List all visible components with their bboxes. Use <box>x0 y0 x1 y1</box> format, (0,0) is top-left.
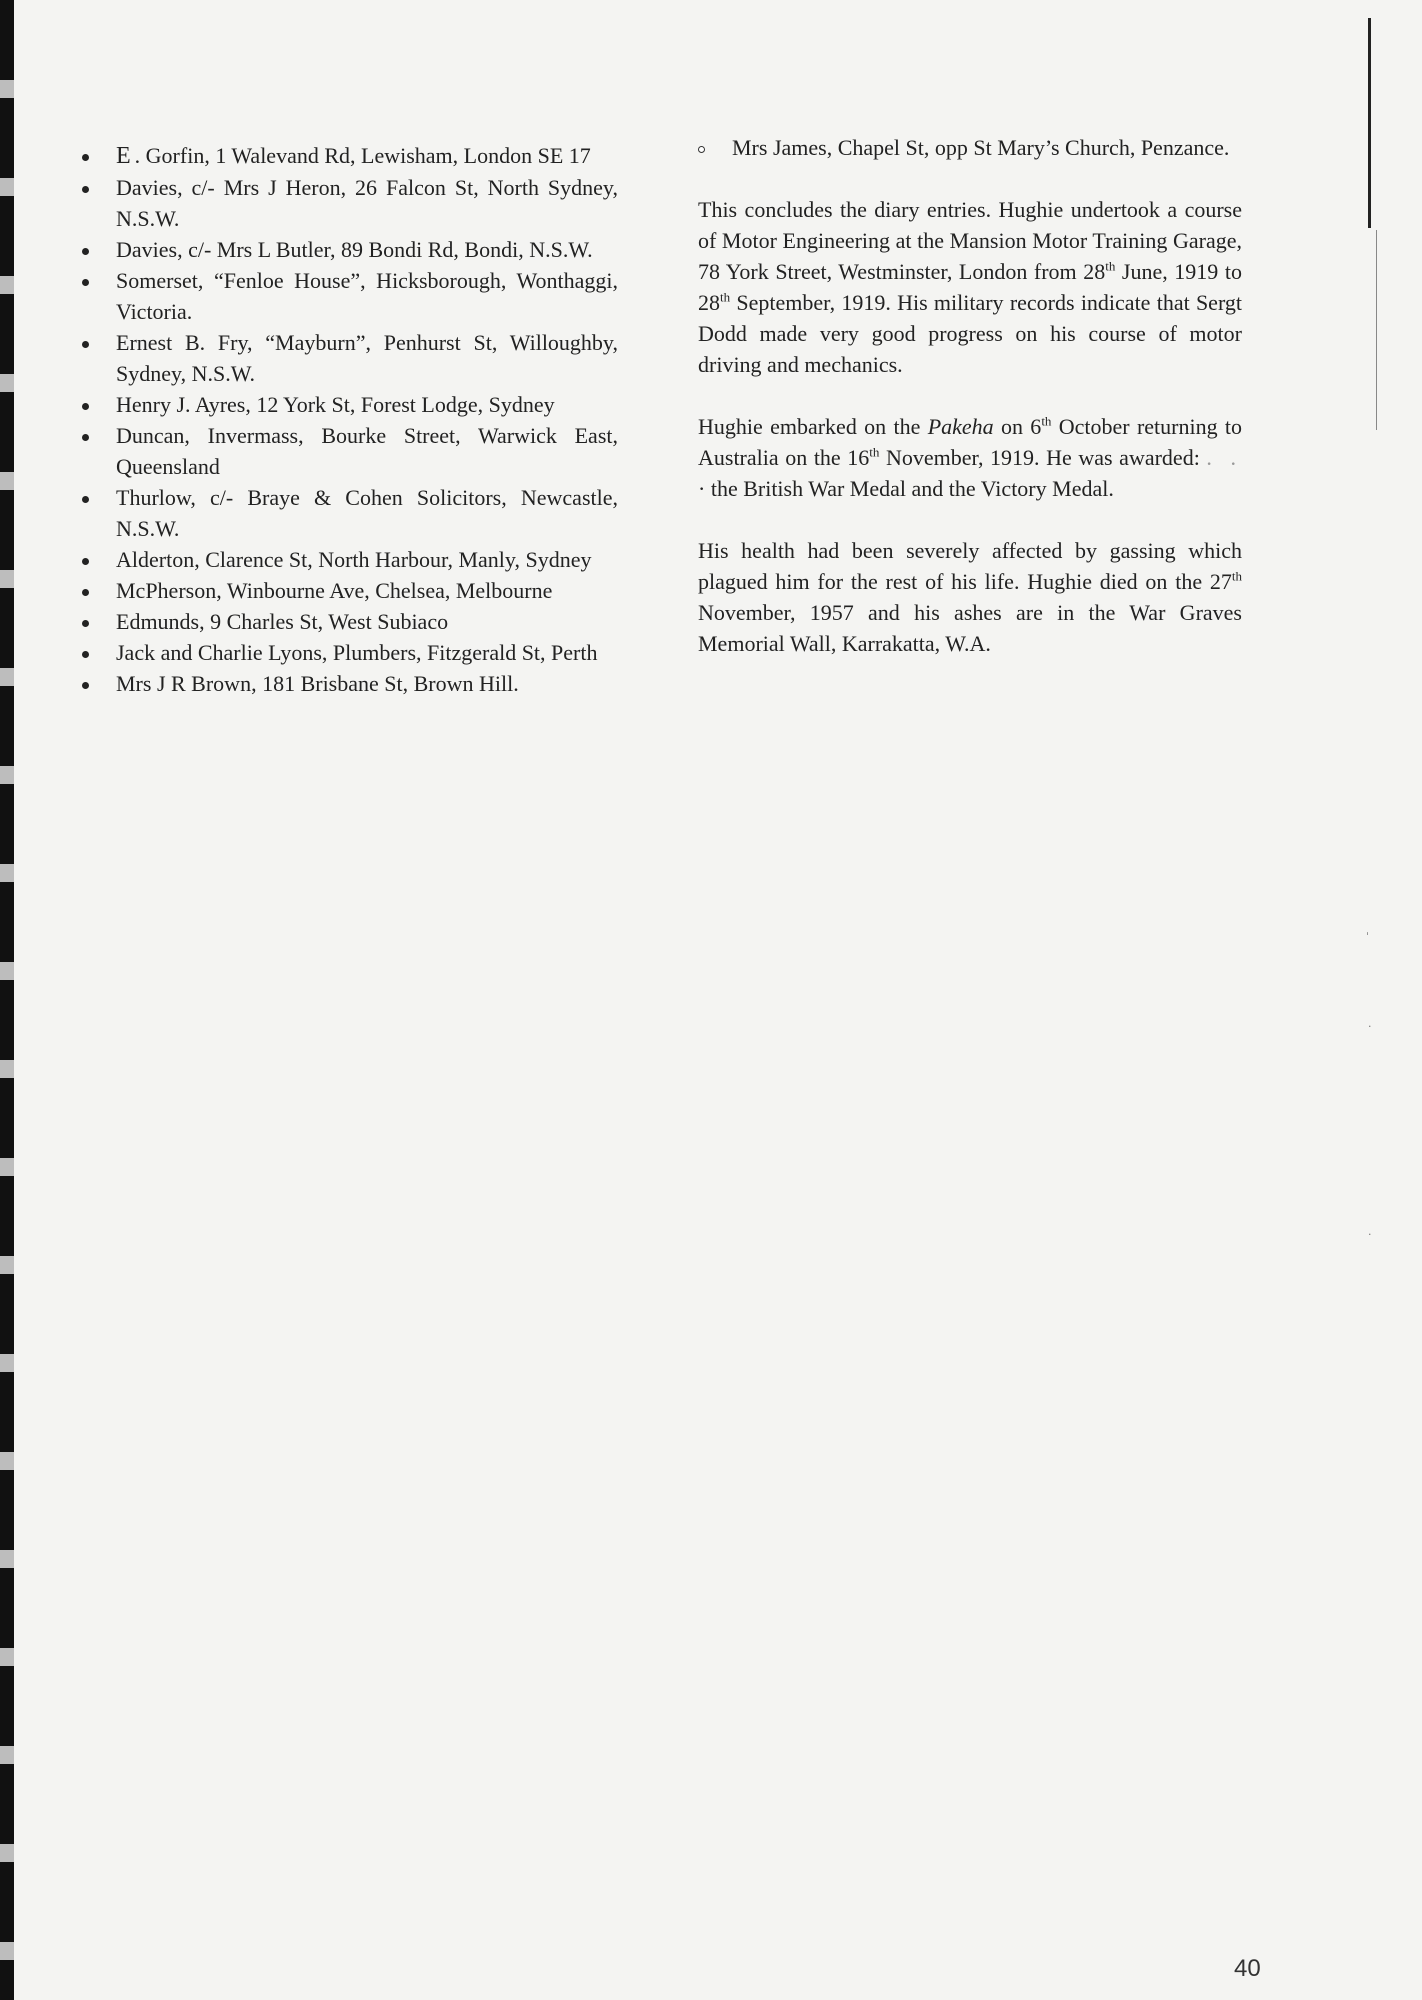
list-item: Ernest B. Fry, “Mayburn”, Penhurst St, Willoughby, Sydney, N.S.W. <box>82 327 618 389</box>
binding-edge <box>0 0 14 2000</box>
list-item: Thurlow, c/- Braye & Cohen Solicitors, Newcastle, N.S.W. <box>82 482 618 544</box>
scan-artifact: · <box>1368 1020 1372 1033</box>
right-column <box>698 132 1242 690</box>
list-item: Davies, c/- Mrs J Heron, 26 Falcon St, North Sydney, N.S.W. <box>82 172 618 234</box>
list-item: Davies, c/- Mrs L Butler, 89 Bondi Rd, Bondi, N.S.W. <box>82 234 618 265</box>
list-item: Duncan, Invermass, Bourke Street, Warwick East, Queensland <box>82 420 618 482</box>
list-item: McPherson, Winbourne Ave, Chelsea, Melbourne <box>82 575 618 606</box>
address-list-continued <box>698 132 1242 163</box>
scan-edge-line-faint <box>1376 230 1377 430</box>
paragraph-health: His health had been severely affected by gassing which plagued him for the rest of his life. Hughie died on the 27th November, 1957 and his ashes are in the War Graves Memorial Wall, Karrakatta, W.A. <box>698 538 1242 656</box>
ship-name: Pakeha <box>927 414 994 439</box>
address-list <box>82 140 618 699</box>
list-item: E . Gorfin, 1 Walevand Rd, Lewisham, London SE 17 <box>82 140 618 172</box>
list-item: Somerset, “Fenloe House”, Hicksborough, Wonthaggi, Victoria. <box>82 265 618 327</box>
scan-edge-line <box>1368 18 1371 228</box>
list-item: Alderton, Clarence St, North Harbour, Manly, Sydney <box>82 544 618 575</box>
list-item: Mrs J R Brown, 181 Brisbane St, Brown Hill. <box>82 668 618 699</box>
paragraph-motor-course: This concludes the diary entries. Hughie undertook a course of Motor Engineering at the Mansion Motor Training Garage, 78 York Street, Westminster, London from 28th June, 1919 to 28th September, 1919. His military records indicate that Sergt Dodd made very good progress on his course of motor driving and mechanics. <box>698 197 1242 377</box>
paragraph-return-voyage: Hughie embarked on the Pakeha on 6th October returning to Australia on the 16th November, 1919. He was awarded: . . · the British War Medal and the Victory Medal. <box>698 413 1243 501</box>
left-column <box>82 140 618 699</box>
list-item: Edmunds, 9 Charles St, West Subiaco <box>82 606 618 637</box>
initial-letter: E <box>116 143 131 169</box>
list-item: Mrs James, Chapel St, opp St Mary’s Church, Penzance. <box>698 132 1242 163</box>
list-item: Henry J. Ayres, 12 York St, Forest Lodge, Sydney <box>82 389 618 420</box>
page-number: 40 <box>1234 1955 1261 1982</box>
list-item: Jack and Charlie Lyons, Plumbers, Fitzgerald St, Perth <box>82 637 618 668</box>
scan-artifact: ˈ <box>1366 930 1370 943</box>
scan-artifact: · <box>1368 1228 1372 1241</box>
